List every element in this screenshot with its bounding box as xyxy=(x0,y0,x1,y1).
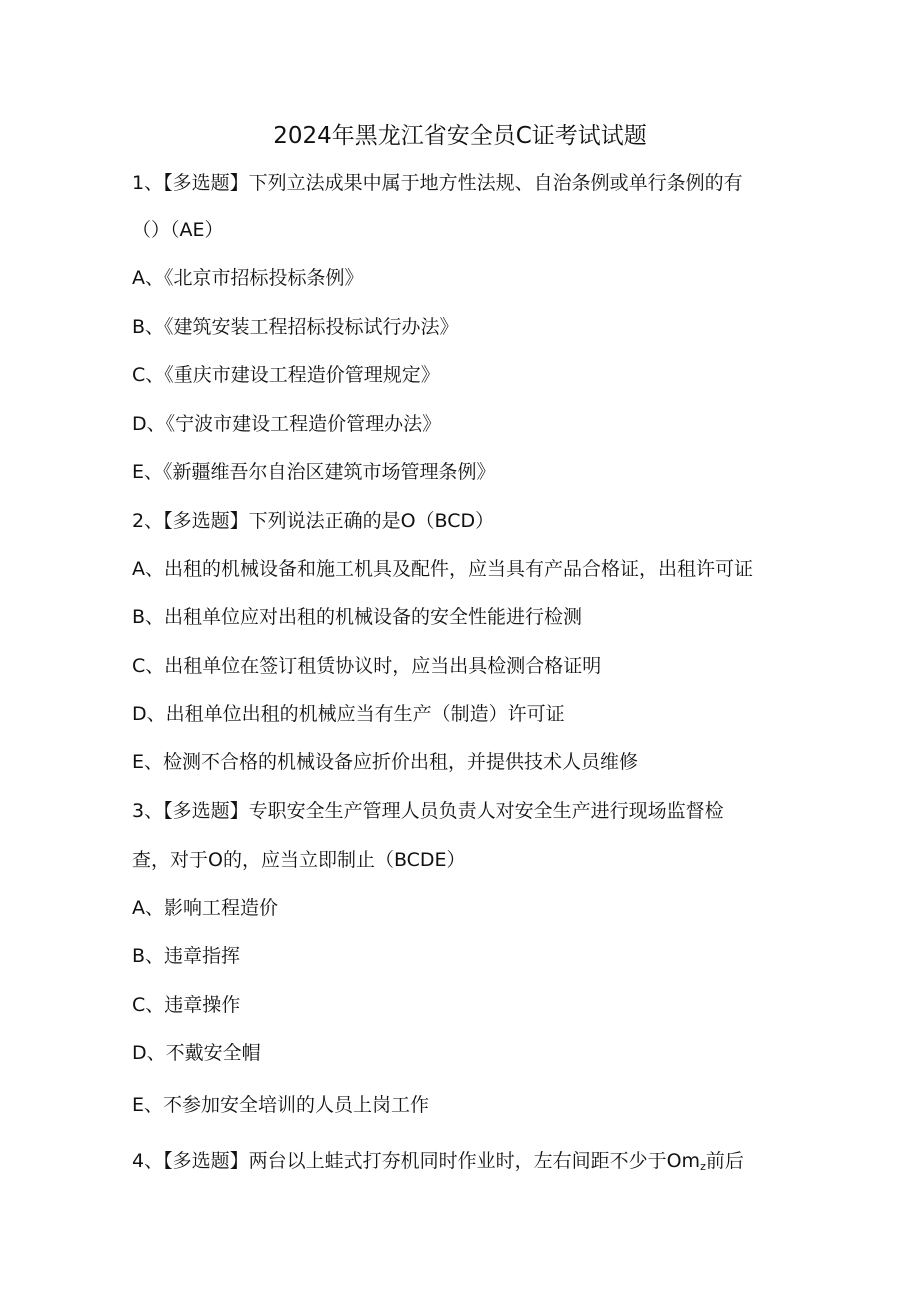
question-1-stem: 1、【多选题】下列立法成果中属于地方性法规、自治条例或单行条例的有 xyxy=(132,172,743,194)
question-3-stem: 3、【多选题】专职安全生产管理人员负责人对安全生产进行现场监督检 xyxy=(132,800,724,822)
question-4-stem-tail: 前后 xyxy=(705,1150,744,1172)
question-2-stem: 2、【多选题】下列说法正确的是O（BCD） xyxy=(132,510,495,532)
question-1-option-b: B、《建筑安装工程招标投标试行办法》 xyxy=(132,316,459,338)
question-1-option-a: A、《北京市招标投标条例》 xyxy=(132,267,364,289)
question-1-option-e: E、《新疆维吾尔自治区建筑市场管理条例》 xyxy=(132,461,496,483)
question-3-stem-continued: 查，对于O的，应当立即制止（BCDE） xyxy=(132,849,466,871)
page-title: 2024年黑龙江省安全员C证考试试题 xyxy=(273,123,647,149)
question-2-option-a: A、出租的机械设备和施工机具及配件，应当具有产品合格证，出租许可证 xyxy=(132,558,753,580)
question-1-option-d: D、《宁波市建设工程造价管理办法》 xyxy=(132,413,442,435)
question-1-option-c: C、《重庆市建设工程造价管理规定》 xyxy=(132,364,440,386)
question-4-stem-text: 4、【多选题】两台以上蛙式打夯机同时作业时，左右间距不少于Om xyxy=(132,1150,701,1172)
question-4-stem xyxy=(132,1146,744,1182)
question-2-option-c: C、出租单位在签订租赁协议时，应当出具检测合格证明 xyxy=(132,655,602,677)
question-3-option-e: E、不参加安全培训的人员上岗工作 xyxy=(132,1094,430,1116)
question-3-option-d: D、不戴安全帽 xyxy=(132,1042,261,1064)
question-2-option-d: D、出租单位出租的机械应当有生产（制造）许可证 xyxy=(132,703,565,725)
question-1-answer: （）（AE） xyxy=(132,219,224,241)
question-3-option-b: B、违章指挥 xyxy=(132,945,241,967)
question-3-option-a: A、影响工程造价 xyxy=(132,897,278,919)
question-2-option-b: B、出租单位应对出租的机械设备的安全性能进行检测 xyxy=(132,606,583,628)
question-3-option-c: C、违章操作 xyxy=(132,994,241,1016)
question-4-subscript: z xyxy=(700,1160,706,1173)
question-2-option-e: E、检测不合格的机械设备应折价出租，并提供技术人员维修 xyxy=(132,751,639,773)
